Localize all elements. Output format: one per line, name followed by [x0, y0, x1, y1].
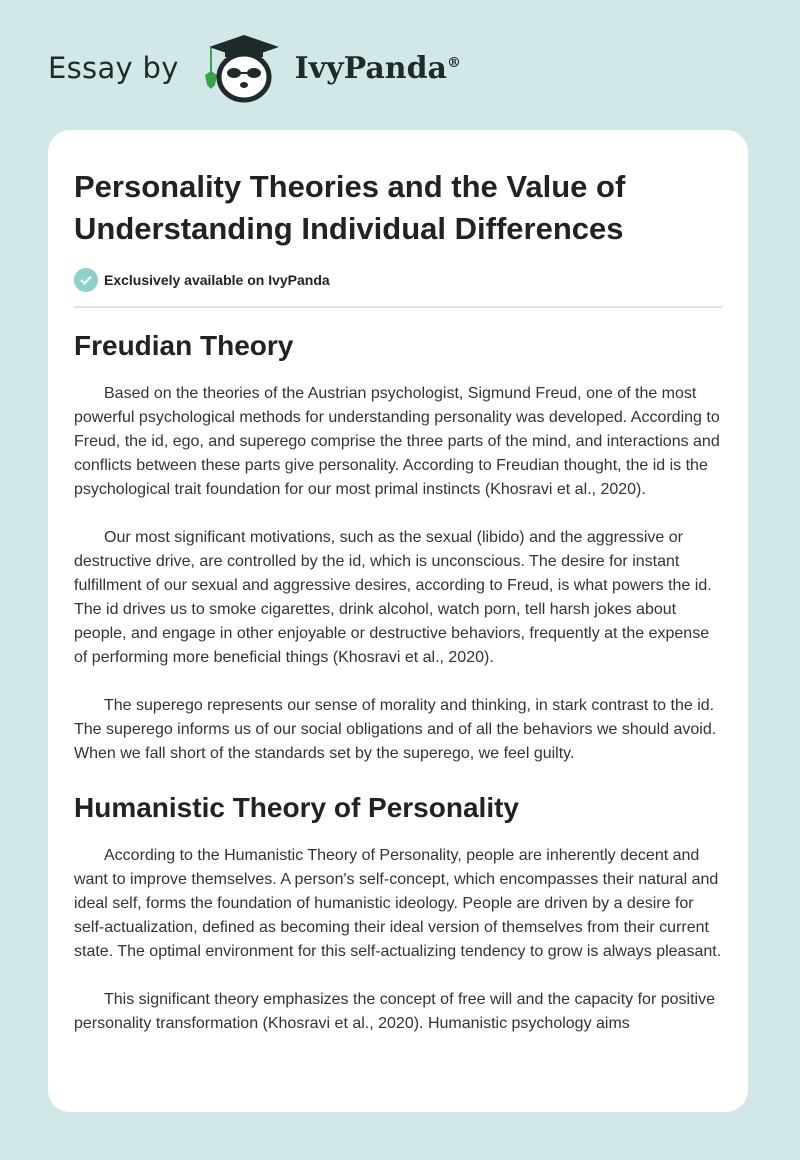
section-heading: Freudian Theory: [74, 330, 294, 361]
essay-card: [48, 130, 748, 1112]
paragraph: According to the Humanistic Theory of Personality, people are inherently decent and want to improve themselves. A person's self-concept, which encompasses their natural and ideal self, forms the foundation of humanistic ideology. People are driven by a desire for self-actualization, defined as becoming their ideal version of themselves from their current state. The optimal environment for this self-actualizing tendency to grow is always pleasant.: [74, 847, 722, 960]
paragraph: The superego represents our sense of morality and thinking, in stark contrast to the id. The superego informs us of our social obligations and of all the behaviors we should avoid. When we fall short of the standards set by the superego, we feel guilty.: [74, 697, 717, 762]
paragraph: This significant theory emphasizes the concept of free will and the capacity for positive personality transformation (Khosravi et al., 2020). Humanistic psychology aims: [74, 991, 715, 1032]
brand-name[interactable]: [295, 51, 461, 86]
brand-text: IvyPanda: [294, 50, 447, 86]
section-heading: Humanistic Theory of Personality: [74, 792, 519, 823]
panda-logo-icon[interactable]: [197, 33, 287, 103]
check-icon: [74, 268, 98, 292]
exclusive-label: Exclusively available on IvyPanda: [104, 272, 330, 288]
registered-mark: ®: [447, 54, 461, 71]
site-header: [48, 28, 461, 108]
paragraph: Our most significant motivations, such as the sexual (libido) and the aggressive or destructive drive, are controlled by the id, which is unconscious. The desire for instant fulfillment of our sexual and aggressive desires, according to Freud, is what powers the id. The id drives us to smoke cigarettes, drink alcohol, watch porn, tell harsh jokes about people, and engage in other enjoyable or destructive behaviors, frequently at the expense of performing more beneficial things (Khosravi et al., 2020).: [74, 529, 712, 666]
paragraph: Based on the theories of the Austrian psychologist, Sigmund Freud, one of the most powerful psychological methods for understanding personality was developed. According to Freud, the id, ego, and superego comprise the three parts of the mind, and interactions and conflicts between these parts give personality. According to Freudian thought, the id is the psychological trait foundation for our most primal instincts (Khosravi et al., 2020).: [74, 385, 720, 498]
exclusive-badge: [74, 268, 722, 308]
page-title: Personality Theories and the Value of Understanding Individual Differences: [74, 169, 626, 246]
essay-by-label: Essay by: [48, 51, 179, 85]
